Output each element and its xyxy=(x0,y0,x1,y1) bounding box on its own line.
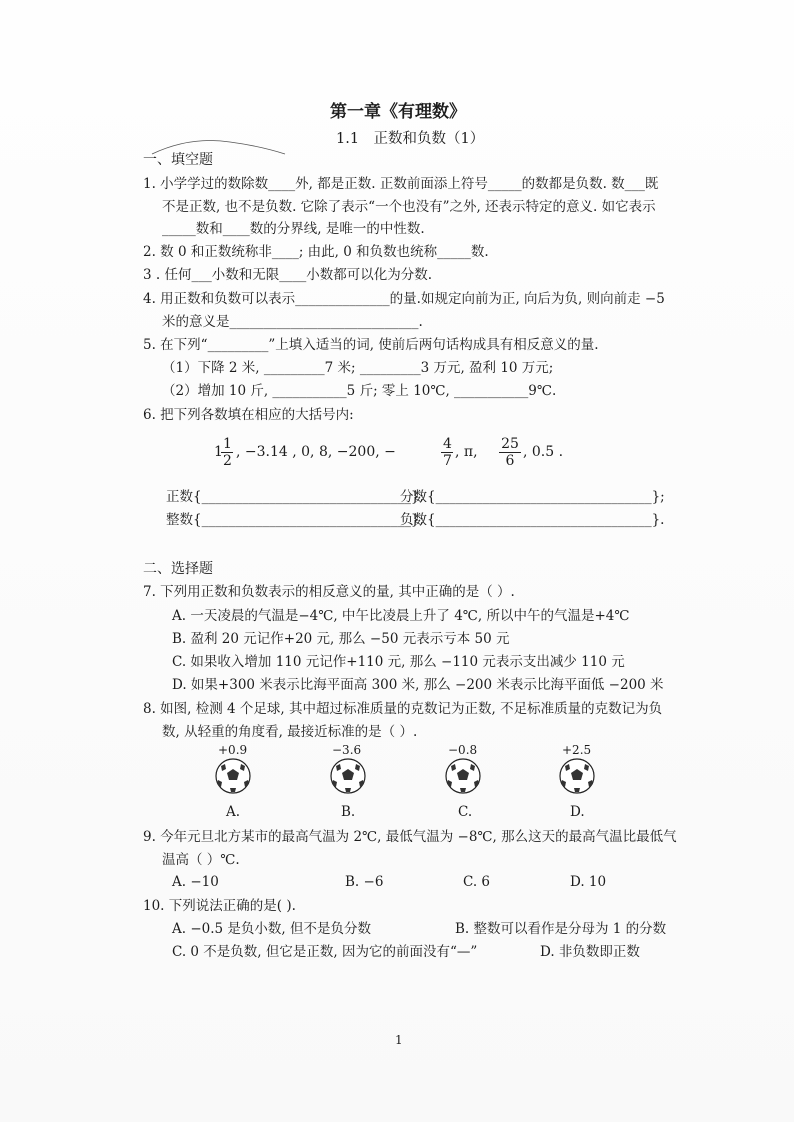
ball-d-value: +2.5 xyxy=(562,743,592,757)
q3-text: 3 . 任何___小数和无限____小数都可以化为分数. xyxy=(143,267,433,283)
fraction-numerator: 25 xyxy=(499,436,521,453)
fraction-four-sevenths xyxy=(441,436,453,469)
ball-a-value: +0.9 xyxy=(218,743,248,757)
ball-d-letter: D. xyxy=(570,804,585,820)
q1-line2: 不是正数, 也不是负数. 它除了表示“一个也没有”之外, 还表示特定的意义. 如它表示 xyxy=(162,199,656,215)
fraction-numerator: 1 xyxy=(223,436,232,452)
q4-line1: 4. 用正数和负数可以表示______________的量.如规定向前为正, 向后为负, 则向前走 −5 xyxy=(143,291,665,307)
ball-a-letter: A. xyxy=(226,804,241,820)
soccer-ball-icon xyxy=(443,756,483,796)
ball-b-value: −3.6 xyxy=(332,743,362,757)
q8-line1: 8. 如图, 检测 4 个足球, 其中超过标准质量的克数记为正数, 不足标准质量的克数记为负 xyxy=(143,701,663,717)
number-list-middle: , −3.14 , 0, 8, −200, − xyxy=(236,444,396,460)
ball-b-letter: B. xyxy=(341,804,356,820)
q10-option-b: B. 整数可以看作是分母为 1 的分数 xyxy=(455,921,667,937)
q1-line1: 1. 小学学过的数除数____外, 都是正数. 正数前面添上符号_____的数都是负数. 数___既 xyxy=(143,176,659,192)
q5-line3: （2）增加 10 斤, ___________5 斤; 零上 10℃, ___________9℃. xyxy=(162,383,557,399)
negative-set: 负数{________________________________}. xyxy=(400,512,665,528)
ball-c-value: −0.8 xyxy=(448,743,478,757)
q1-line3: _____数和____数的分界线, 是唯一的中性数. xyxy=(162,221,425,237)
q10-option-d: D. 非负数即正数 xyxy=(540,944,640,960)
pi-symbol: , π, xyxy=(455,444,478,460)
repeating-decimal: , 0.5̇ . xyxy=(523,444,564,460)
section-fill-heading: 一、填空题 xyxy=(143,152,213,168)
soccer-ball-icon xyxy=(557,756,597,796)
mixed-number-whole: 1 xyxy=(214,444,223,460)
fraction-one-half xyxy=(221,436,233,469)
q7-option-d: D. 如果+300 米表示比海平面高 300 米, 那么 −200 米表示比海平面低 −200 米 xyxy=(172,677,664,693)
q10-stem: 10. 下列说法正确的是( ). xyxy=(143,898,296,914)
chapter-title: 第一章《有理数》 xyxy=(330,102,466,122)
q9-option-b: B. −6 xyxy=(345,874,384,890)
q10-option-c: C. 0 不是负数, 但它是正数, 因为它的前面没有“—” xyxy=(172,944,478,960)
lesson-subtitle: 1.1 正数和负数（1） xyxy=(336,131,485,147)
q4-line2: 米的意义是____________________________. xyxy=(162,314,423,330)
q6-stem: 6. 把下列各数填在相应的大括号内: xyxy=(143,407,354,423)
q10-option-a: A. −0.5 是负小数, 但不是负分数 xyxy=(172,921,371,937)
soccer-ball-icon xyxy=(213,756,253,796)
q7-option-c: C. 如果收入增加 110 元记作+110 元, 那么 −110 元表示支出减少 110 元 xyxy=(172,654,625,670)
page-number: 1 xyxy=(395,1033,403,1047)
q8-line2: 数, 从轻重的角度看, 最接近标准的是（ ）. xyxy=(162,724,418,740)
q7-option-b: B. 盈利 20 元记作+20 元, 那么 −50 元表示亏本 50 元 xyxy=(172,631,510,647)
q2-text: 2. 数 0 和正数统称非____; 由此, 0 和负数也统称_____数. xyxy=(143,244,489,260)
q9-option-d: D. 10 xyxy=(570,874,607,890)
fraction-denominator: 6 xyxy=(505,453,515,469)
q9-line2: 温高（ ）℃. xyxy=(162,852,240,868)
q7-stem: 7. 下列用正数和负数表示的相反意义的量, 其中正确的是（ ）. xyxy=(143,584,515,600)
fraction-numerator: 4 xyxy=(443,436,452,452)
q5-line1: 5. 在下列“_________”上填入适当的词, 使前后两句话构成具有相反意义的量. xyxy=(143,337,599,353)
fraction-denominator: 7 xyxy=(443,453,452,469)
fraction-set: 分数{________________________________}; xyxy=(400,489,665,505)
q9-line1: 9. 今年元旦北方某市的最高气温为 2℃, 最低气温为 −8℃, 那么这天的最高气温比最低气 xyxy=(143,829,677,845)
fraction-25-sixths xyxy=(499,436,521,469)
q7-option-a: A. 一天凌晨的气温是−4℃, 中午比凌晨上升了 4℃, 所以中午的气温是+4℃ xyxy=(172,608,630,624)
q5-line2: （1）下降 2 米, _________7 米; _________3 万元, 盈利 10 万元; xyxy=(162,360,554,376)
q9-option-c: C. 6 xyxy=(463,874,491,890)
integer-set: 整数{_______________________________}; xyxy=(166,512,424,528)
section-choice-heading: 二、选择题 xyxy=(143,561,213,577)
soccer-ball-icon xyxy=(328,756,368,796)
q9-option-a: A. −10 xyxy=(172,874,219,890)
ball-c-letter: C. xyxy=(458,804,473,820)
fraction-denominator: 2 xyxy=(223,453,232,469)
positive-set: 正数{_______________________________}; xyxy=(166,489,424,505)
